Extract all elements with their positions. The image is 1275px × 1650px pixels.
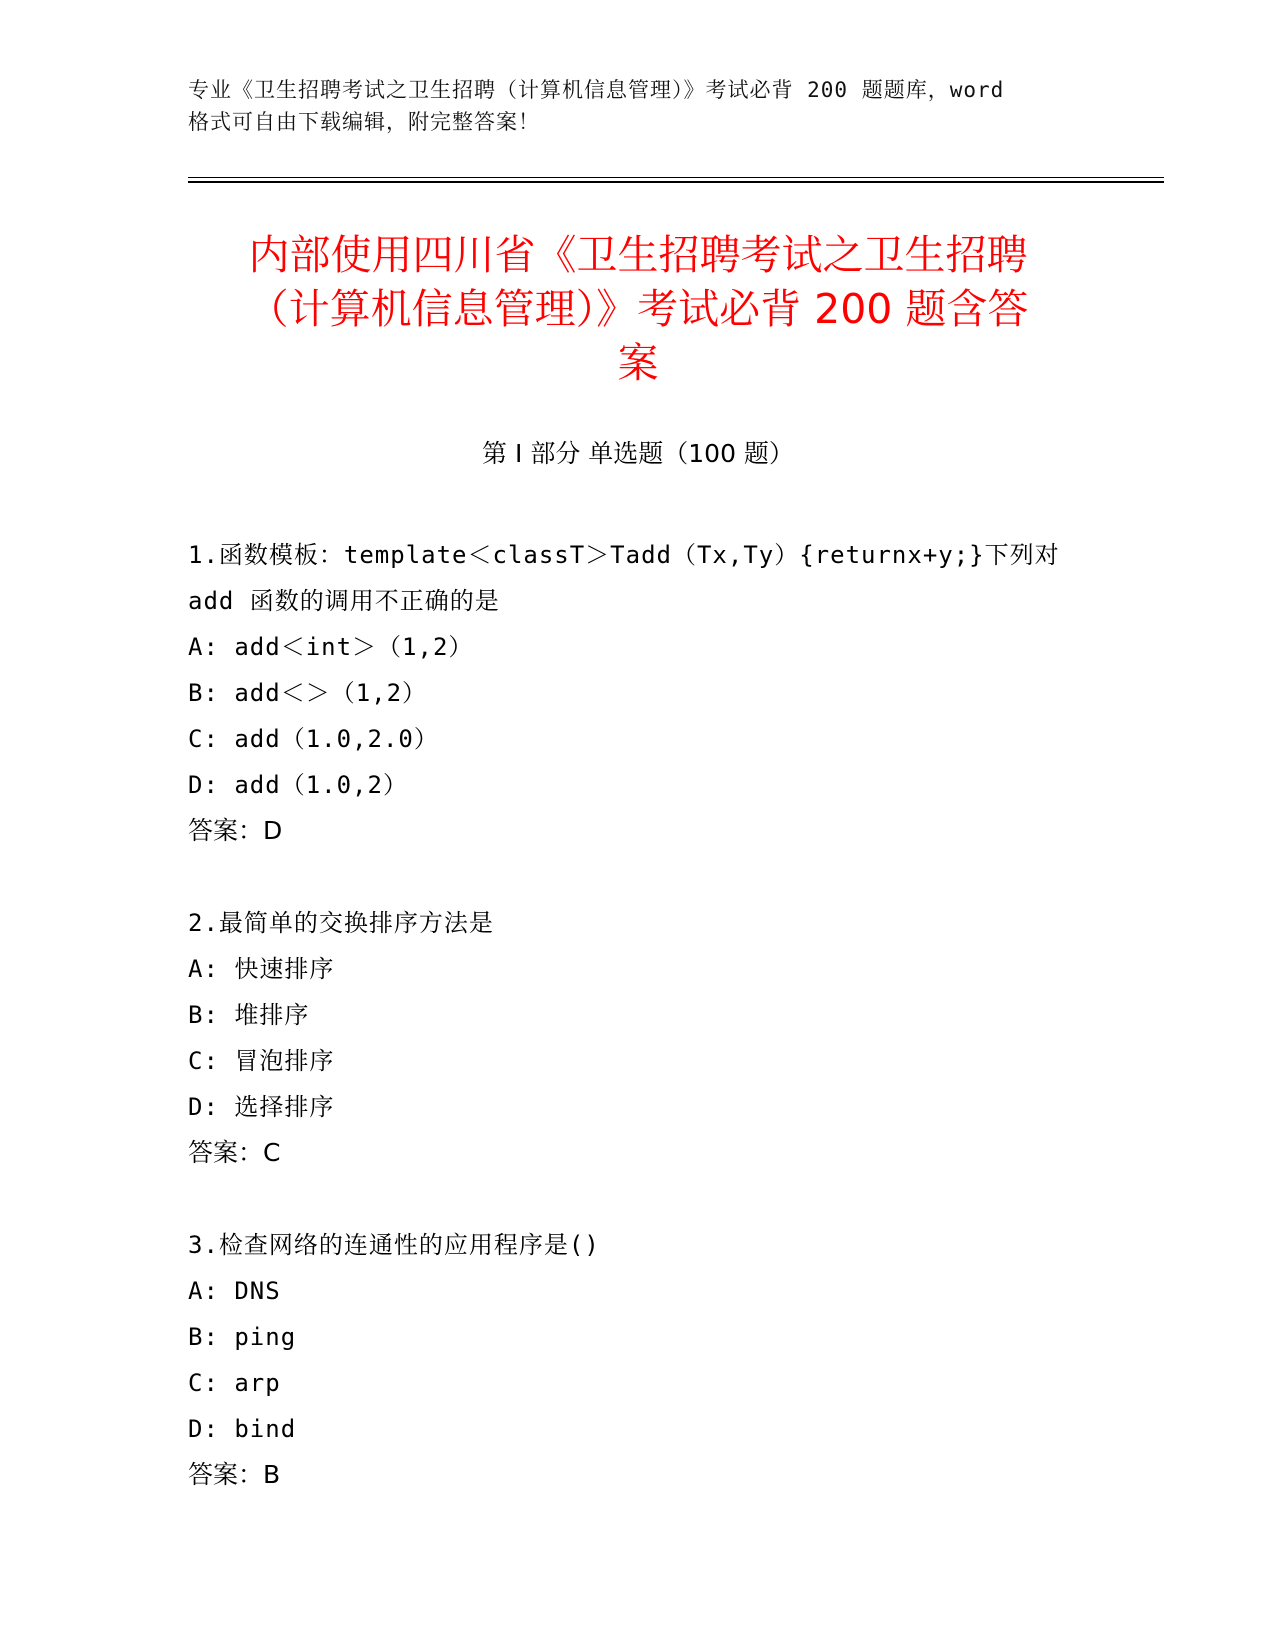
header-rule-thin [188, 177, 1164, 178]
option-d: D: add（1.0,2） [188, 771, 408, 799]
title-line2: （计算机信息管理）》考试必背 200 题含答 [247, 285, 1029, 333]
answer-label: 答案： [188, 1460, 264, 1489]
question-3 [188, 1222, 1088, 1498]
question-text: 1.函数模板：template＜classT＞Tadd（Tx,Ty）{returnx+y;}下列对 [188, 541, 1060, 569]
option-a: A: 快速排序 [188, 955, 335, 983]
answer-line [188, 808, 1088, 854]
option-b: B: 堆排序 [188, 1001, 310, 1029]
title-line3: 案 [617, 339, 659, 387]
option-d: D: 选择排序 [188, 1093, 335, 1121]
question-text: 2.最简单的交换排序方法是 [188, 909, 494, 937]
header-note-line2: 格式可自由下载编辑，附完整答案！ [188, 110, 540, 134]
answer-value: D [263, 816, 283, 845]
section-title: 第 I 部分 单选题（100 题） [482, 439, 794, 468]
answer-value: C [263, 1138, 281, 1167]
answer-line [188, 1452, 1088, 1498]
option-b: B: add＜＞（1,2） [188, 679, 428, 707]
question-list [188, 532, 1088, 1544]
question-2 [188, 900, 1088, 1176]
answer-value: B [263, 1460, 281, 1489]
option-c: C: add（1.0,2.0） [188, 725, 439, 753]
header-note-line1: 专业《卫生招聘考试之卫生招聘（计算机信息管理）》考试必背 200 题题库，word [188, 78, 1005, 102]
document-title [188, 228, 1088, 390]
option-d: D: bind [188, 1415, 297, 1443]
header-rule-thick [188, 181, 1164, 183]
title-line1: 内部使用四川省《卫生招聘考试之卫生招聘 [248, 231, 1028, 279]
question-text: 3.检查网络的连通性的应用程序是() [188, 1231, 600, 1259]
question-text: add 函数的调用不正确的是 [188, 587, 500, 615]
header-note [188, 74, 1088, 138]
question-1 [188, 532, 1088, 854]
option-c: C: arp [188, 1369, 281, 1397]
option-b: B: ping [188, 1323, 297, 1351]
answer-label: 答案： [188, 1138, 264, 1167]
option-a: A: add＜int＞（1,2） [188, 633, 474, 661]
option-c: C: 冒泡排序 [188, 1047, 335, 1075]
answer-label: 答案： [188, 816, 264, 845]
option-a: A: DNS [188, 1277, 281, 1305]
answer-line [188, 1130, 1088, 1176]
